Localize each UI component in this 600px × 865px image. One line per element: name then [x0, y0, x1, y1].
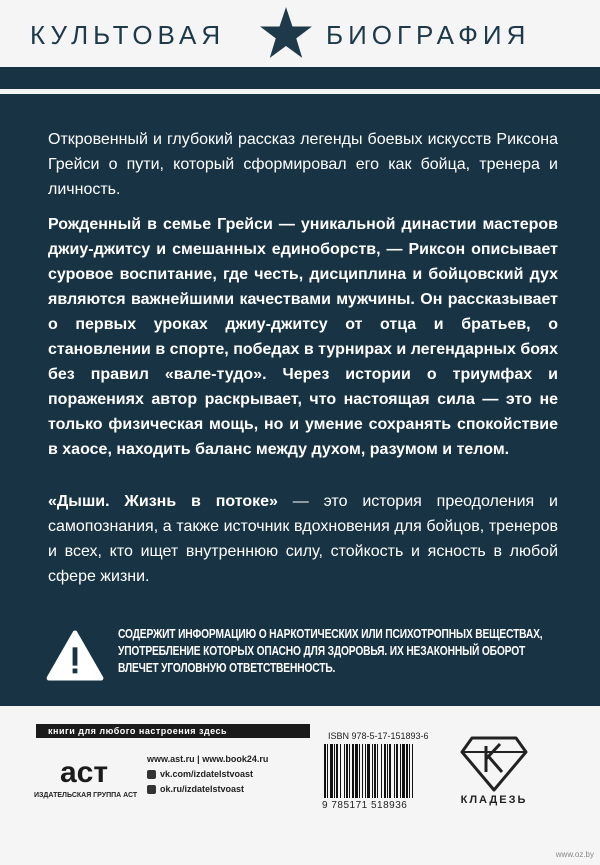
ok-icon: [147, 785, 156, 794]
ast-logo: [56, 752, 116, 788]
series-label-right: БИОГРАФИЯ: [326, 20, 531, 50]
barcode-digits: 9 785171 518936: [322, 800, 408, 811]
barcode: [322, 744, 446, 798]
ok-link[interactable]: [147, 782, 268, 797]
description-panel: [0, 94, 600, 706]
vk-icon: [147, 770, 156, 779]
header-stripe: [0, 67, 600, 89]
isbn: ISBN 978-5-17-151893-6: [328, 731, 429, 741]
vk-link[interactable]: [147, 767, 268, 782]
publisher-links: [147, 752, 268, 797]
bio-paragraph: Рожденный в семье Грейси — уникальной династии мастеров джиу-джитсу и смешанных единоборств, — Риксон описывает суровое воспитание, где честь, дисциплина и бойцовский дух являются важнейшими качествами мужчины. Он рассказывает о первых уроках джиу-джитсу от отца и братьев, о становлении в спорте, победах в турнирах и легендарных боях без правил «вале-тудо». Через истории о триумфах и поражениях автор раскрывает, что настоящая сила — это не только физическая мощь, но и умение сохранять спокойствие в хаосе, находить баланс между духом, разумом и телом.: [48, 216, 558, 458]
drug-warning: СОДЕРЖИТ ИНФОРМАЦИЮ О НАРКОТИЧЕСКИХ ИЛИ ПСИХОТРОПНЫХ ВЕЩЕСТВАХ, УПОТРЕБЛЕНИЕ КОТОРЫХ ОПАСНО ДЛЯ ЗДОРОВЬЯ. ИХ НЕЗАКОННЫЙ ОБОРОТ ВЛЕЧЕТ УГОЛОВНУЮ ОТВЕТСТВЕННОСТЬ.: [118, 627, 543, 675]
warning-triangle-icon: [46, 630, 104, 682]
tagline-banner: книги для любого настроения здесь: [36, 724, 310, 738]
imprint-name: КЛАДЕЗЬ: [460, 794, 528, 806]
diamond-k-icon: [458, 724, 530, 796]
ok-link-text: ok.ru/izdatelstvoast: [160, 784, 245, 794]
svg-text:аст: аст: [60, 756, 109, 788]
vk-link-text: vk.com/izdatelstvoast: [160, 769, 254, 779]
website-links[interactable]: www.ast.ru | www.book24.ru: [147, 754, 269, 764]
closing-text: — это история преодоления и самопознания, а также источник вдохновения для бойцов, тренеров и всех, кто ищет внутреннюю силу, стойкость и ясность в любой сфере жизни.: [48, 493, 558, 585]
series-label-left: КУЛЬТОВАЯ: [30, 20, 226, 50]
watermark: www.oz.by: [555, 850, 594, 859]
closing-paragraph: [48, 489, 558, 589]
publisher-name: ИЗДАТЕЛЬСКАЯ ГРУППА АСТ: [34, 792, 138, 799]
book-title-quote: «Дыши. Жизнь в потоке»: [48, 493, 278, 510]
series-header: [0, 0, 600, 64]
intro-paragraph: Откровенный и глубокий рассказ легенды боевых искусств Риксона Грейси о пути, который сформировал его как бойца, тренера и личность.: [48, 131, 558, 198]
star-icon: [259, 6, 313, 60]
